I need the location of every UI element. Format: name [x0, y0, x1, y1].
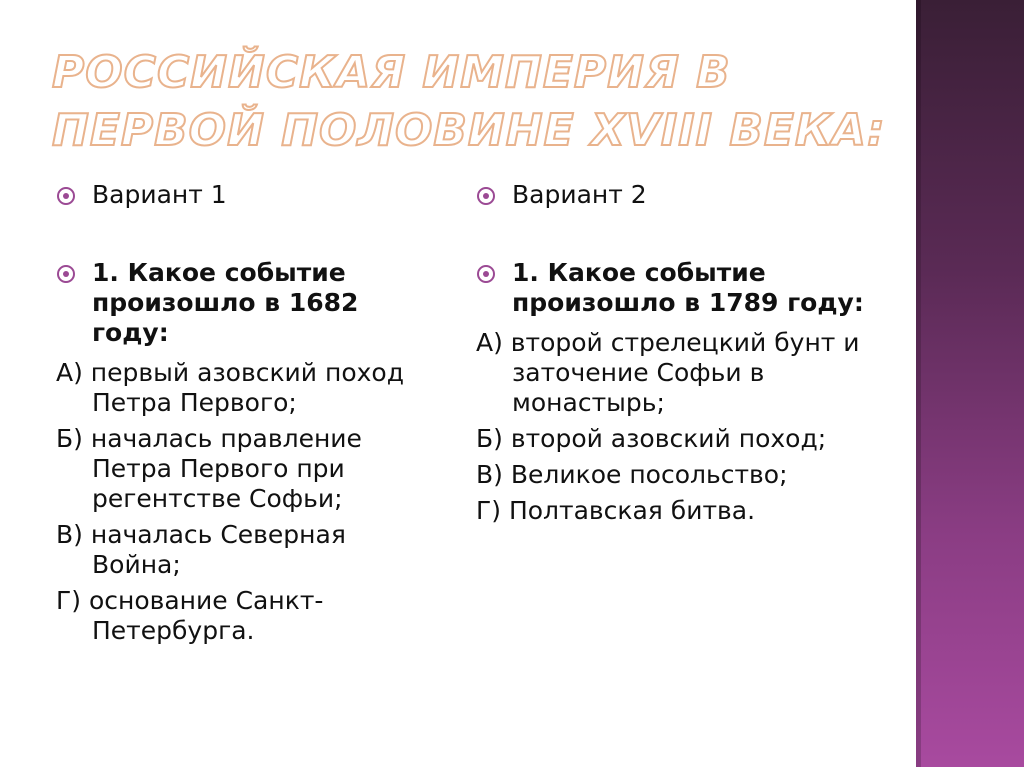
answer-d: Г) основание Санкт-Петербурга. [56, 586, 324, 645]
variant-1-heading [56, 180, 426, 210]
question-text: 1. Какое событие произошло в 1682 году: [92, 258, 359, 347]
answer-b: Б) второй азовский поход; [476, 424, 827, 453]
answer-d: Г) Полтавская битва. [476, 496, 756, 525]
answer-list [56, 358, 426, 646]
circle-bullet-icon [56, 186, 76, 206]
variant-1-column [56, 180, 426, 646]
question-1 [476, 258, 866, 318]
variant-2-heading [476, 180, 866, 210]
variant-label: Вариант 2 [512, 180, 647, 209]
answer-a: А) второй стрелецкий бунт и заточение Софьи в монастырь; [476, 328, 860, 417]
variant-2-column [476, 180, 866, 526]
circle-bullet-icon [56, 264, 76, 284]
slide-title: РОССИЙСКАЯ ИМПЕРИЯ В ПЕРВОЙ ПОЛОВИНЕ XVIII ВЕКА: [52, 47, 886, 156]
decorative-side-band [916, 0, 1024, 767]
answer-c: В) началась Северная Война; [56, 520, 346, 579]
question-text: 1. Какое событие произошло в 1789 году: [512, 258, 864, 317]
answer-b: Б) началась правление Петра Первого при регентстве Софьи; [56, 424, 362, 513]
circle-bullet-icon [476, 186, 496, 206]
answer-a: А) первый азовский поход Петра Первого; [56, 358, 405, 417]
circle-bullet-icon [476, 264, 496, 284]
answer-list [476, 328, 866, 526]
answer-c: В) Великое посольство; [476, 460, 788, 489]
variant-label: Вариант 1 [92, 180, 227, 209]
question-1 [56, 258, 426, 348]
